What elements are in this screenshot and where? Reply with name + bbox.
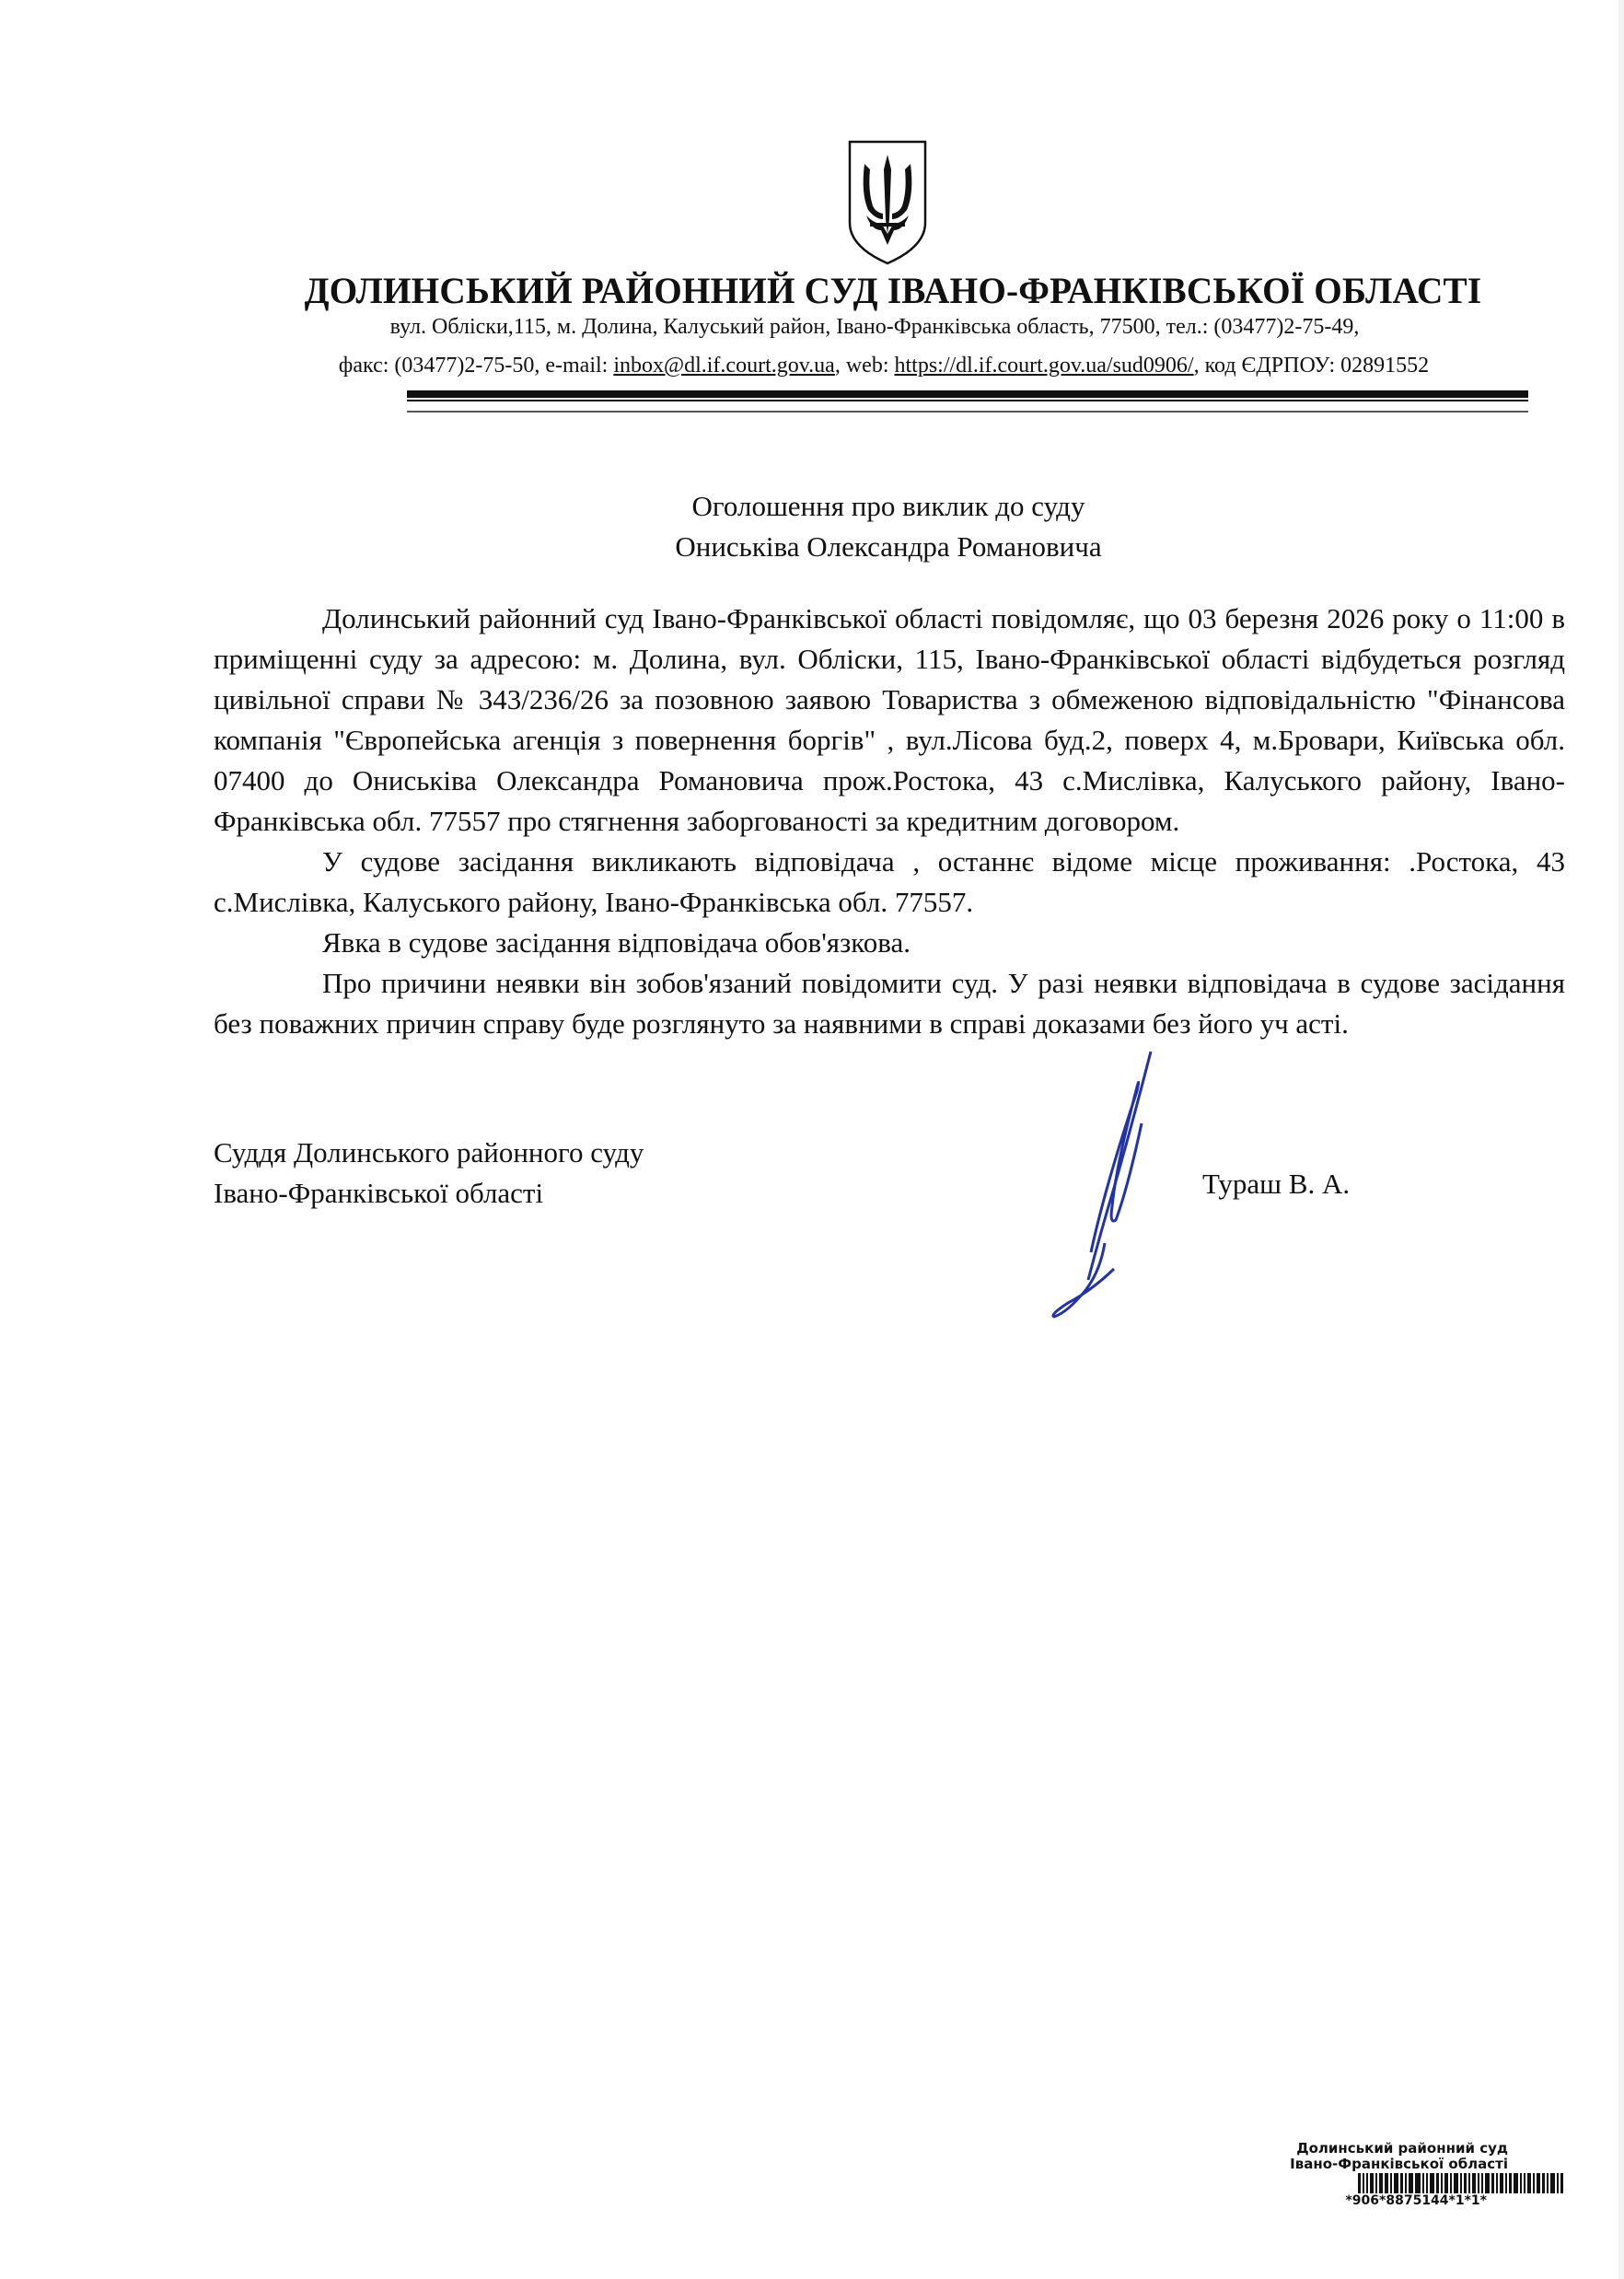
website-link[interactable]: https://dl.if.court.gov.ua/sud0906/: [894, 354, 1194, 378]
notice-title-line1: Оголошення про виклик до суду: [691, 490, 1085, 522]
barcode-number: *906*8875144*1*1*: [1345, 2193, 1487, 2208]
stamp-line1: Долинський районний суд: [1296, 2140, 1508, 2157]
notice-paragraph: Про причини неявки він зобов'язаний повідомити суд. У разі неявки відповідача в судове засідання без поважних причин справу буде розглянуто за наявними в справі доказами без його уч асті.: [214, 967, 1565, 1040]
web-label: , web:: [834, 354, 895, 378]
judge-position-line1: Суддя Долинського районного суду: [214, 1136, 644, 1169]
judge-name: Тураш В. А.: [1202, 1168, 1351, 1200]
notice-paragraph: У судове засідання викликають відповідача , останнє відоме місце проживання: .Ростока, 43 с.Мислівка, Калуського району, Івано-Франківська обл. 77557.: [214, 845, 1565, 918]
court-contacts: [276, 354, 1491, 378]
notice-title-line2: Ониськіва Олександра Романовича: [675, 530, 1102, 563]
header-divider-thin: [407, 400, 1528, 401]
email-link[interactable]: inbox@dl.if.court.gov.ua: [613, 354, 835, 378]
page-edge: [1618, 0, 1624, 2279]
notice-body: [214, 599, 1565, 1044]
notice-paragraph: Явка в судове засідання відповідача обов'язкова.: [322, 926, 911, 959]
edrpou-code: , код ЄДРПОУ: 02891552: [1193, 354, 1430, 378]
notice-paragraph: Долинський районний суд Івано-Франківської області повідомляє, що 03 березня 2026 року о 11:00 в приміщенні суду за адресою: м. Долина, вул. Обліски, 115, Івано-Франківської області відбудеться розгляд цивільної справи № 343/236/26 за позовною заявою Товариства з обмеженою відповідальністю "Фінансова компанія "Європейська агенція з повернення боргів" , вул.Лісова буд.2, поверх 4, м.Бровари, Київська обл. 07400 до Ониськіва Олександра Романовича прож.Ростока, 43 с.Мислівка, Калуського району, Івано-Франківська обл. 77557 про стягнення заборгованості за кредитним договором.: [214, 602, 1565, 837]
handwritten-signature-icon: [1013, 1050, 1178, 1326]
footer-stamp: [1142, 2141, 1583, 2208]
fax-label: факс: (03477)2-75-50, e-mail:: [338, 354, 614, 378]
court-address: вул. Обліски,115, м. Долина, Калуський район, Івано-Франківська область, 77500, тел.: (03477)2-75-49,: [389, 315, 1360, 339]
header-divider-thin-lower: [407, 411, 1528, 413]
stamp-line2: Івано-Франківської області: [1290, 2156, 1508, 2172]
notice-title: [276, 486, 1501, 567]
judge-position: [214, 1133, 644, 1214]
header-divider: [407, 390, 1528, 398]
barcode: [1142, 2173, 1583, 2193]
trident-emblem-icon: [844, 138, 931, 267]
court-name-heading: ДОЛИНСЬКИЙ РАЙОННИЙ СУД ІВАНО-ФРАНКІВСЬКОЇ ОБЛАСТІ: [304, 270, 1482, 311]
judge-position-line2: Івано-Франківської області: [214, 1177, 544, 1209]
